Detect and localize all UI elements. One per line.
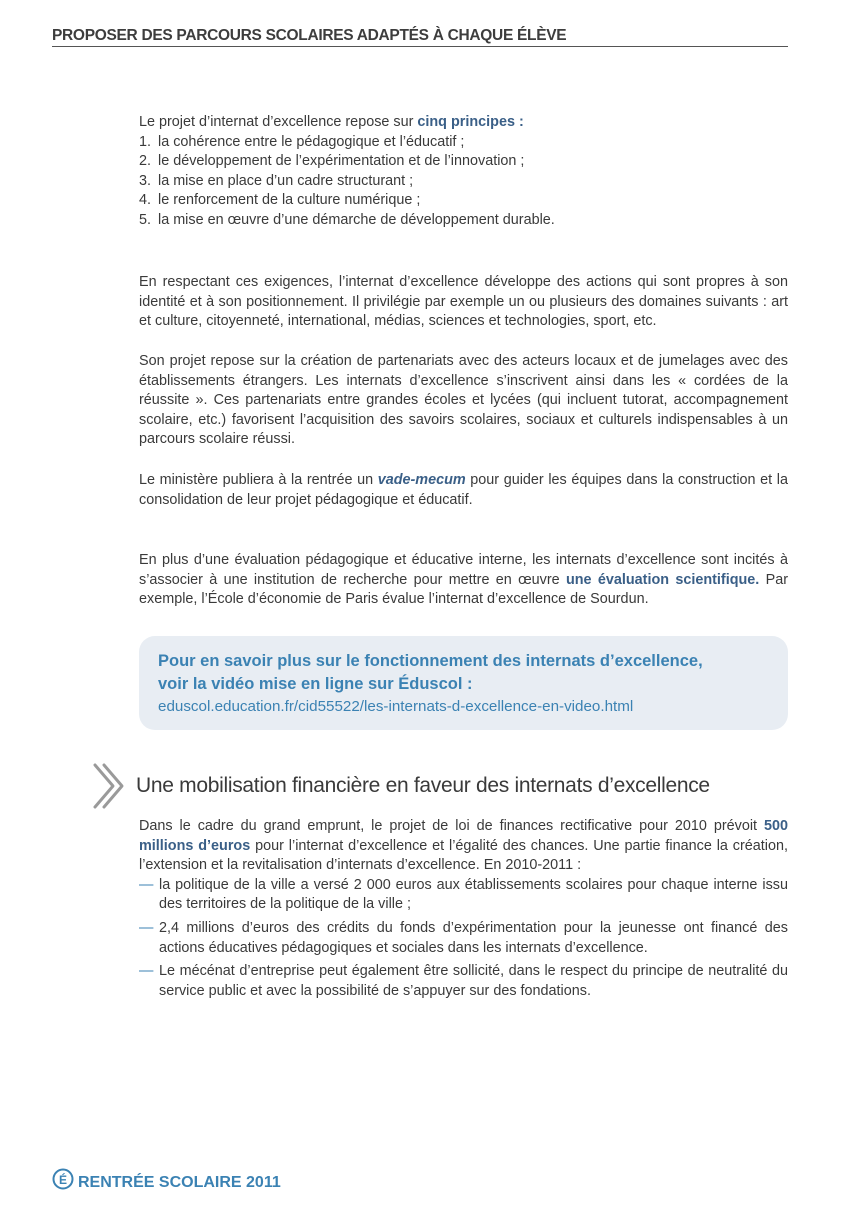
e-acute-circle-icon	[52, 1168, 74, 1190]
info-box	[139, 636, 788, 730]
evaluation-accent: une évaluation scientifique.	[565, 571, 760, 588]
info-box-heading-line2: voir la vidéo mise en ligne sur Éduscol :	[158, 675, 473, 693]
list-item: 3. la mise en place d’un cadre structurant ;	[139, 172, 414, 189]
svg-text:É: É	[58, 1173, 68, 1187]
eduscol-video-link[interactable]: eduscol.education.fr/cid55522/les-internats-d-excellence-en-video.html	[158, 698, 634, 715]
footer	[52, 1168, 281, 1195]
paragraph-vademecum: Le ministère publiera à la rentrée un vade-mecum pour guider les équipes dans la construction et la consolidation de leur projet pédagogique et éducatif.	[139, 472, 788, 508]
section-title: Une mobilisation financière en faveur des internats d’excellence	[136, 774, 710, 797]
list-item: 5. la mise en œuvre d’une démarche de développement durable.	[139, 211, 555, 228]
dash-marker: —	[139, 963, 154, 980]
vademecum-term: vade-mecum	[377, 472, 466, 488]
principles-intro-accent: cinq principes :	[417, 114, 524, 130]
paragraph-partenariats: Son projet repose sur la création de partenariats avec des acteurs locaux et de jumelages avec des établissements étrangers. Les internats d’excellence s’inscrivent ainsi dans les « cordées de la réussite ». Ces partenariats entre grandes écoles et lycées (qui incluent tutorat, accompagnement scolaire, etc.) favorisent l’acquisition des savoirs scolaires, sociaux et culturels indispensables à un parcours scolaire réussi.	[139, 353, 788, 448]
list-item: — la politique de la ville a versé 2 000 euros aux établissements scolaires pour chaque interne issu des territoires de la politique de la ville ;	[139, 876, 788, 913]
section-body	[139, 817, 788, 1001]
page-header-title: PROPOSER DES PARCOURS SCOLAIRES ADAPTÉS À CHAQUE ÉLÈVE	[52, 27, 567, 44]
list-item: — Le mécénat d’entreprise peut également être sollicité, dans le respect du principe de neutralité du service public et avec la possibilité de s’appuyer sur des fondations.	[139, 963, 788, 999]
principles-block	[139, 113, 788, 231]
principles-intro: Le projet d’internat d’excellence repose sur cinq principes :	[139, 114, 524, 130]
list-item: — 2,4 millions d’euros des crédits du fonds d’expérimentation pour la jeunesse ont financé des actions éducatives pédagogiques et sociales dans les internats d’excellence.	[139, 919, 788, 956]
paragraph-evaluation: En plus d’une évaluation pédagogique et éducative interne, les internats d’excellence sont incités à s’associer à une institution de recherche pour mettre en œuvre une évaluation scientifique. Par exemple, l’École d’économie de Paris évalue l’internat d’excellence de Sourdun.	[139, 552, 788, 608]
info-box-heading-line1: Pour en savoir plus sur le fonctionnement des internats d’excellence,	[158, 652, 703, 670]
principles-list	[139, 133, 788, 231]
funding-amount: 500 millions d’euros	[139, 818, 788, 854]
paragraph-exigences: En respectant ces exigences, l’internat d’excellence développe des actions qui sont propres à son identité et à son positionnement. Il privilégie par exemple un ou plusieurs des domaines suivants : art et culture, citoyenneté, international, médias, sciences et technologies, sport, etc.	[139, 274, 788, 330]
dash-marker: —	[139, 876, 154, 893]
dash-marker: —	[139, 919, 154, 936]
funding-list	[139, 876, 788, 1002]
footer-text: RENTRÉE SCOLAIRE 2011	[78, 1174, 281, 1191]
section-intro: Dans le cadre du grand emprunt, le projet de loi de finances rectificative pour 2010 prévoit 500 millions d’euros pour l’internat d’excellence et l’égalité des chances. Une partie finance la création, l’extension et la revitalisation d’internats d’excellence. En 2010-2011 :	[139, 818, 788, 874]
chevron-right-icon	[91, 762, 129, 810]
list-item: 2. le développement de l’expérimentation et de l’innovation ;	[139, 153, 525, 170]
list-item: 4. le renforcement de la culture numérique ;	[139, 192, 421, 209]
list-item: 1. la cohérence entre le pédagogique et l’éducatif ;	[139, 133, 465, 150]
header-divider	[52, 46, 788, 47]
